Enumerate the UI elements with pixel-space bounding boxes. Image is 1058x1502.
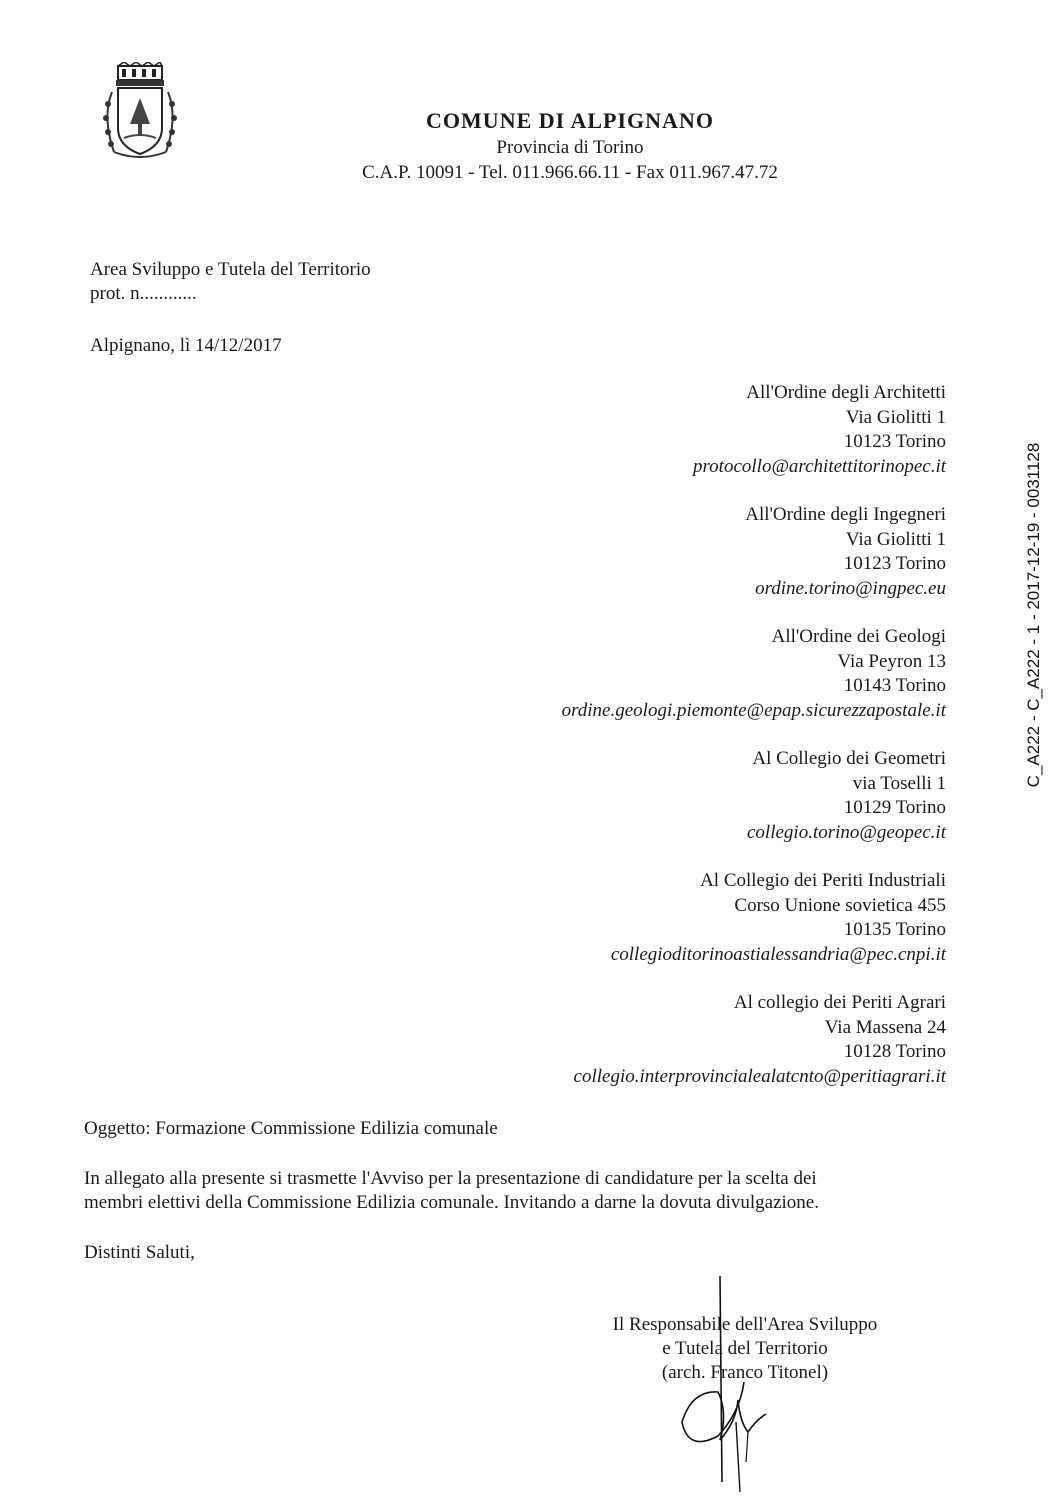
body-text xyxy=(84,1167,954,1215)
recipient-street: via Toselli 1 xyxy=(852,772,946,794)
recipient-email: ordine.torino@ingpec.eu xyxy=(755,577,946,599)
coat-of-arms-icon xyxy=(94,62,186,162)
handwritten-signature xyxy=(648,1272,778,1496)
closing-salutation: Distinti Saluti, xyxy=(84,1242,195,1263)
recipient-name: Al collegio dei Periti Agrari xyxy=(733,992,946,1013)
recipient-name: Al Collegio dei Periti Industriali xyxy=(700,870,946,891)
recipient-street: Via Giolitti 1 xyxy=(845,406,946,428)
signatory-title: Il Responsabile dell'Area Sviluppo xyxy=(612,1314,878,1335)
recipient-street: Via Massena 24 xyxy=(824,1016,946,1038)
recipient-name: All'Ordine degli Architetti xyxy=(746,382,946,403)
recipient-city: 10143 Torino xyxy=(843,675,946,696)
date-line: Alpignano, lì 14/12/2017 xyxy=(90,335,282,356)
header-provincia: Provincia di Torino xyxy=(496,137,644,158)
recipient-city: 10123 Torino xyxy=(843,553,946,574)
recipient-city: 10135 Torino xyxy=(843,919,946,940)
recipient-city: 10128 Torino xyxy=(843,1041,946,1062)
recipient-periti-agrari xyxy=(426,991,946,1089)
recipient-geologi xyxy=(426,625,946,723)
recipient-name: All'Ordine dei Geologi xyxy=(771,626,946,647)
body-line: In allegato alla presente si trasmette l'Avviso per la presentazione di candidature per la scelta dei xyxy=(84,1168,817,1189)
recipient-email: collegio.torino@geopec.it xyxy=(747,821,946,843)
protocol-stamp-vertical: C_A222 - C_A222 - 1 - 2017-12-19 - 0031128 xyxy=(1024,442,1043,788)
recipient-city: 10123 Torino xyxy=(843,431,946,452)
recipient-periti-industriali xyxy=(426,869,946,967)
protocol-number: prot. n............ xyxy=(90,283,197,304)
recipient-architetti xyxy=(426,381,946,479)
recipient-geometri xyxy=(426,747,946,845)
recipient-street: Via Peyron 13 xyxy=(837,650,946,672)
recipient-email: ordine.geologi.piemonte@epap.sicurezzapostale.it xyxy=(561,699,946,721)
recipient-street: Via Giolitti 1 xyxy=(845,528,946,550)
header-contacts: C.A.P. 10091 - Tel. 011.966.66.11 - Fax 011.967.47.72 xyxy=(362,162,778,183)
recipient-name: All'Ordine degli Ingegneri xyxy=(745,504,946,525)
header-title: COMUNE DI ALPIGNANO xyxy=(426,108,714,133)
sender-block xyxy=(90,258,371,306)
letterhead xyxy=(300,106,840,186)
recipient-email: collegioditorinoastialessandria@pec.cnpi.it xyxy=(610,943,946,965)
recipient-name: Al Collegio dei Geometri xyxy=(752,748,946,769)
recipients-list xyxy=(426,381,946,1113)
sender-area: Area Sviluppo e Tutela del Territorio xyxy=(90,259,371,280)
body-line: membri elettivi della Commissione Edilizia comunale. Invitando a darne la dovuta divulgazione. xyxy=(84,1192,819,1213)
signatory-name: (arch. Franco Titonel) xyxy=(661,1362,829,1383)
recipient-city: 10129 Torino xyxy=(843,797,946,818)
subject-line: Oggetto: Formazione Commissione Edilizia comunale xyxy=(84,1118,498,1139)
recipient-street: Corso Unione sovietica 455 xyxy=(734,894,946,916)
recipient-ingegneri xyxy=(426,503,946,601)
recipient-email: protocollo@architettitorinopec.it xyxy=(692,455,946,477)
signatory-area: e Tutela del Territorio xyxy=(662,1338,828,1359)
recipient-email: collegio.interprovincialealatcnto@peritiagrari.it xyxy=(573,1065,946,1087)
